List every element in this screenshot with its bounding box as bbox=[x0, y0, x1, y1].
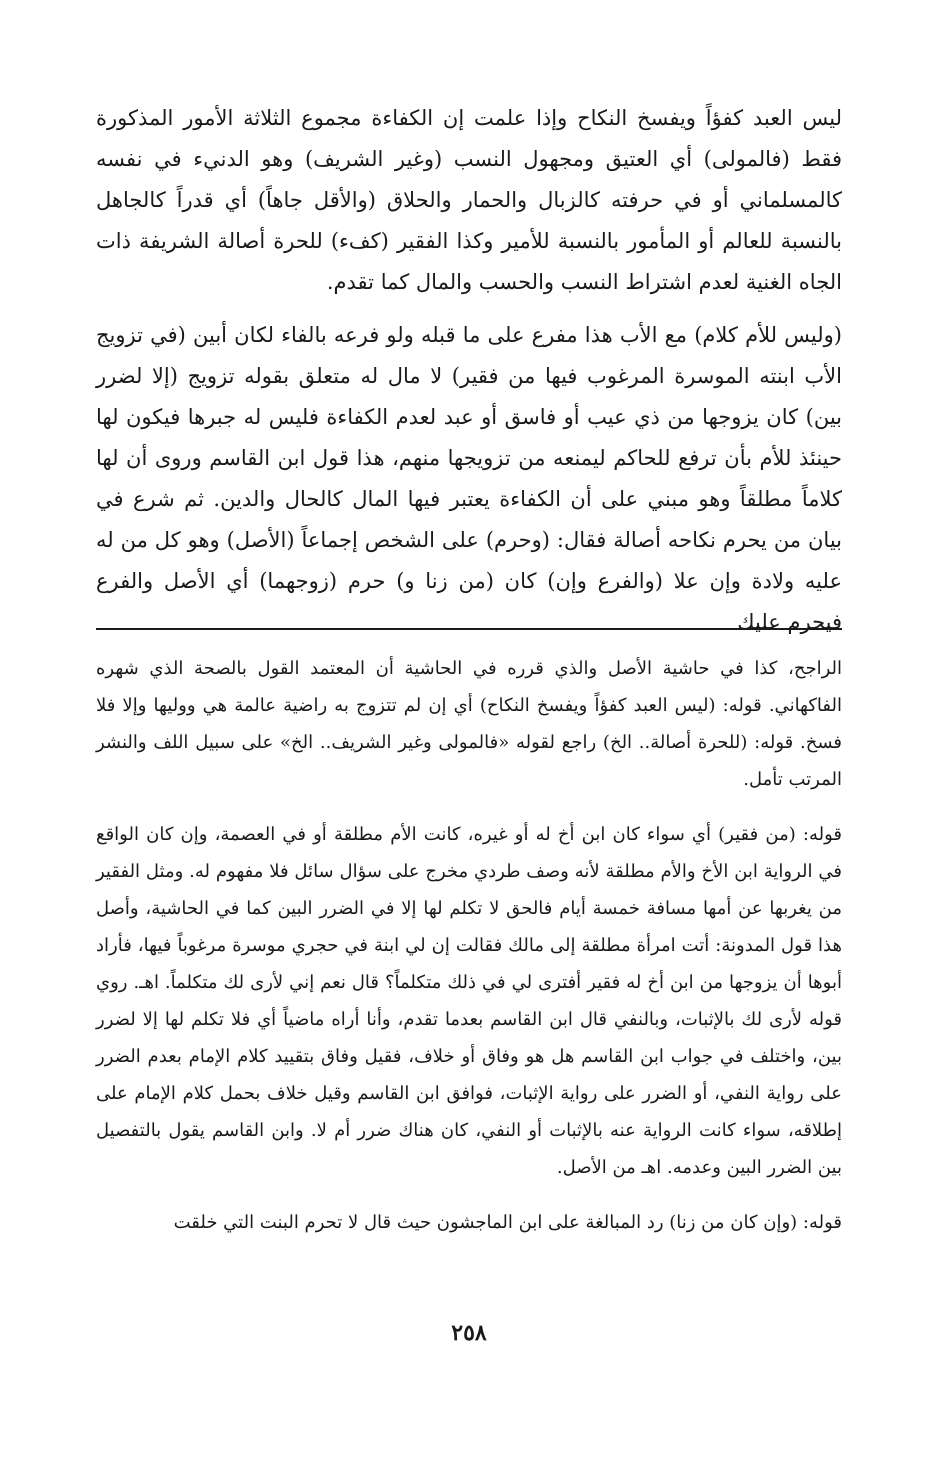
main-text-block bbox=[96, 98, 842, 655]
page-number: ٢٥٨ bbox=[451, 1320, 487, 1346]
main-paragraph: (وليس للأم كلام) مع الأب هذا مفرع على ما قبله ولو فرعه بالفاء لكان أبين (في تزويج الأب ابنته الموسرة المرغوب فيها من فقير) لا مال له متعلق بقوله تزويج (إلا لضرر بين) كان يزوجها من ذي عيب أو فاسق أو عبد لعدم الكفاءة فليس له جبرها فيكون لها حينئذ للأم بأن ترفع للحاكم ليمنعه من تزويجها منهم، هذا قول ابن القاسم وروى أن لها كلاماً مطلقاً وهو مبني على أن الكفاءة يعتبر فيها المال كالحال والدين. ثم شرع في بيان من يحرم نكاحه أصالة فقال: (وحرم) على الشخص إجماعاً (الأصل) وهو كل من له عليه ولادة وإن علا (والفرع وإن) كان (من زنا و) حرم (زوجهما) أي الأصل والفرع فيحرم عليك bbox=[96, 323, 842, 634]
footnote: الراجح، كذا في حاشية الأصل والذي قرره في الحاشية أن المعتمد القول بالصحة الذي شهره الفاكهاني. قوله: (ليس العبد كفؤاً ويفسخ النكاح) أي إن لم تتزوج به راضية عالمة هي ووليها وإلا فلا فسخ. قوله: (للحرة أصالة.. الخ) راجع لقوله «فالمولى وغير الشريف.. الخ» على سبيل اللف والنشر المرتب تأمل. bbox=[96, 658, 842, 790]
main-paragraph: ليس العبد كفؤاً ويفسخ النكاح وإذا علمت إن الكفاءة مجموع الثلاثة الأمور المذكورة فقط (فالمولى) أي العتيق ومجهول النسب (وغير الشريف) وهو الدنيء في نفسه كالمسلماني أو في حرفته كالزبال والحمار والحلاق (والأقل جاهاً) أي قدراً كالجاهل بالنسبة للعالم أو المأمور بالنسبة للأمير وكذا الفقير (كفء) للحرة أصالة الشريفة ذات الجاه الغنية لعدم اشتراط النسب والحسب والمال كما تقدم. bbox=[96, 106, 842, 294]
footnote-divider bbox=[96, 628, 842, 630]
footnote: قوله: (من فقير) أي سواء كان ابن أخ له أو غيره، كانت الأم مطلقة أو في العصمة، وإن كان الواقع في الرواية ابن الأخ والأم مطلقة لأنه وصف طردي مخرج على سؤال سائل فلا مفهوم له. ومثل الفقير من يغربها عن أمها مسافة خمسة أيام فالحق لا تكلم لها إلا في الضرر البين كما في الحاشية، وأصل هذا قول المدونة: أتت امرأة مطلقة إلى مالك فقالت إن لي ابنة في حجري موسرة مرغوباً فيها، فأراد أبوها أن يزوجها من ابن أخ له فقير أفترى لي في ذلك متكلماً؟ قال نعم إني لأرى لك متكلماً. اهـ. روي قوله لأرى لك بالإثبات، وبالنفي قال ابن القاسم بعدما تقدم، وأنا أراه ماضياً أي فلا تكلم لها إلا لضرر بين، واختلف في جواب ابن القاسم هل هو وفاق أو خلاف، فقيل وفاق بتقييد كلام الإمام بعدم الضرر على رواية النفي، أو الضرر على رواية الإثبات، فوافق ابن القاسم وقيل خلاف بحمل كلام الإمام على إطلاقه، سواء كانت الرواية عنه بالإثبات أو النفي، كان هناك ضرر أم لا. وابن القاسم يقول بالتفصيل بين الضرر البين وعدمه. اهـ من الأصل. bbox=[96, 824, 842, 1178]
footnote: قوله: (وإن كان من زنا) رد المبالغة على ابن الماجشون حيث قال لا تحرم البنت التي خلقت bbox=[173, 1212, 842, 1233]
footnotes-block bbox=[96, 650, 842, 1259]
